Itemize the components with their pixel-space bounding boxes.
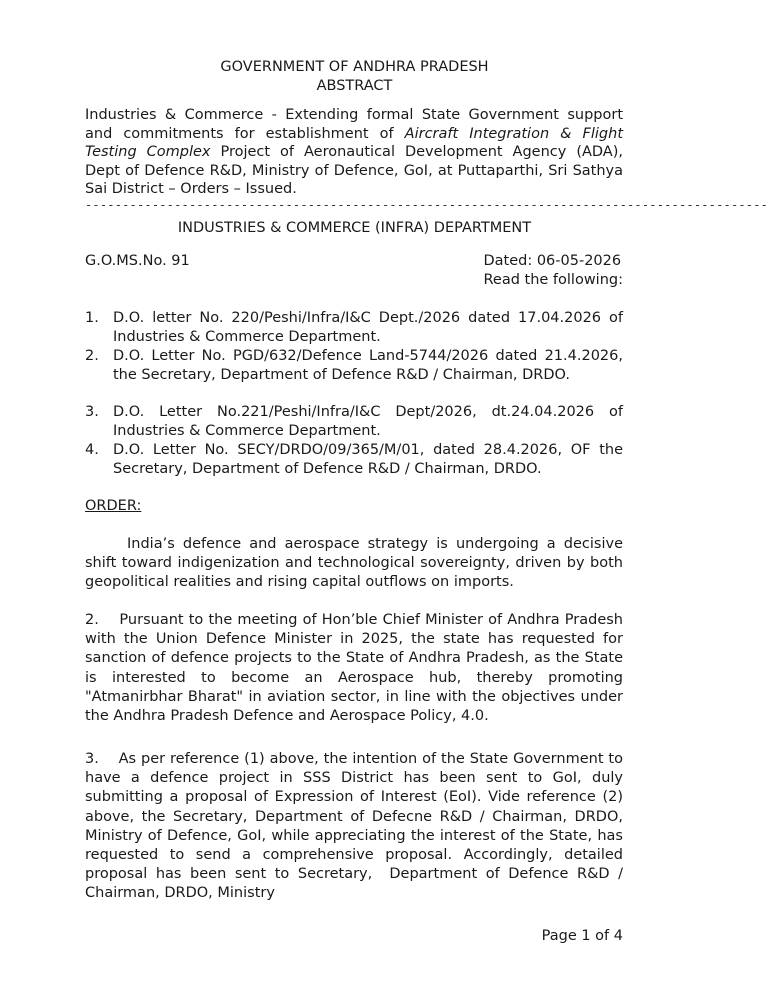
page-number: Page 1 of 4: [541, 928, 623, 944]
order-paragraph-3: 3. As per reference (1) above, the intention of the State Government to have a defence project in SSS District has been sent to GoI, duly submitting a proposal of Expression of Interest (EoI). Vide reference (2) above, the Secretary, Department of Defecne R&D / Chairman, DRDO, Ministry of Defence, GoI, while appreciating the interest of the State, has requested to send a comprehensive proposal. Accordingly, detailed proposal has been sent to Secretary, Department of Defence R&D / Chairman, DRDO, Ministry: [85, 751, 628, 902]
dated-text: Dated: 06-05-2026: [483, 253, 622, 269]
abstract-text-part2: Project of Aeronautical Development Agency (ADA), Dept of Defence R&D, Ministry of Defence, GoI, at Puttaparthi, Sri Sathya Sai District – Orders – Issued.: [85, 144, 623, 198]
abstract-heading: ABSTRACT: [316, 78, 393, 94]
abstract-subject: [85, 106, 623, 199]
reference-text: D.O. Letter No.221/Peshi/Infra/I&C Dept/2026, dt.24.04.2026 of Industries & Commerce Department.: [113, 404, 623, 439]
reference-text: D.O. letter No. 220/Peshi/Infra/I&C Dept./2026 dated 17.04.2026 of Industries & Commerce Department.: [113, 310, 623, 345]
read-following-text: Read the following:: [483, 272, 623, 288]
abstract-text-part1: Industries & Commerce - Extending formal State Government support and commitments for establishment of: [85, 107, 623, 142]
reference-text: D.O. Letter No. SECY/DRDO/09/365/M/01, dated 28.4.2026, OF the Secretary, Department of Defence R&D / Chairman, DRDO.: [113, 442, 623, 477]
go-number: G.O.MS.No. 91: [85, 253, 190, 269]
reference-item: [85, 403, 623, 441]
reference-number: 2.: [85, 348, 99, 364]
separator-line: --------------------------------------------------------------------------------------------: [85, 198, 768, 212]
order-paragraph-2: 2. Pursuant to the meeting of Hon’ble Chief Minister of Andhra Pradesh with the Union Defence Minister in 2025, the state has requested for sanction of defence projects to the State of Andhra Pradesh, as the State is interested to become an Aerospace hub, thereby promoting "Atmanirbhar Bharat" in aviation sector, in line with the objectives under the Andhra Pradesh Defence and Aerospace Policy, 4.0.: [85, 612, 628, 725]
reference-item: [85, 309, 623, 347]
order-heading: ORDER:: [85, 498, 142, 514]
reference-number: 3.: [85, 404, 99, 420]
department-heading: INDUSTRIES & COMMERCE (INFRA) DEPARTMENT: [177, 220, 532, 236]
order-paragraph-1: India’s defence and aerospace strategy is undergoing a decisive shift toward indigenization and technological sovereignty, driven by both geopolitical realities and rising capital outflows on imports.: [85, 536, 623, 591]
reference-item: [85, 347, 623, 385]
go-date: [483, 252, 623, 290]
reference-number: 4.: [85, 442, 99, 458]
government-heading: GOVERNMENT OF ANDHRA PRADESH: [220, 59, 489, 75]
reference-item: [85, 441, 623, 479]
reference-text: D.O. Letter No. PGD/632/Defence Land-5744/2026 dated 21.4.2026, the Secretary, Department of Defence R&D / Chairman, DRDO.: [113, 348, 623, 383]
reference-number: 1.: [85, 310, 99, 326]
abstract-project-name: Aircraft Integration & Flight Testing Complex: [85, 125, 624, 161]
